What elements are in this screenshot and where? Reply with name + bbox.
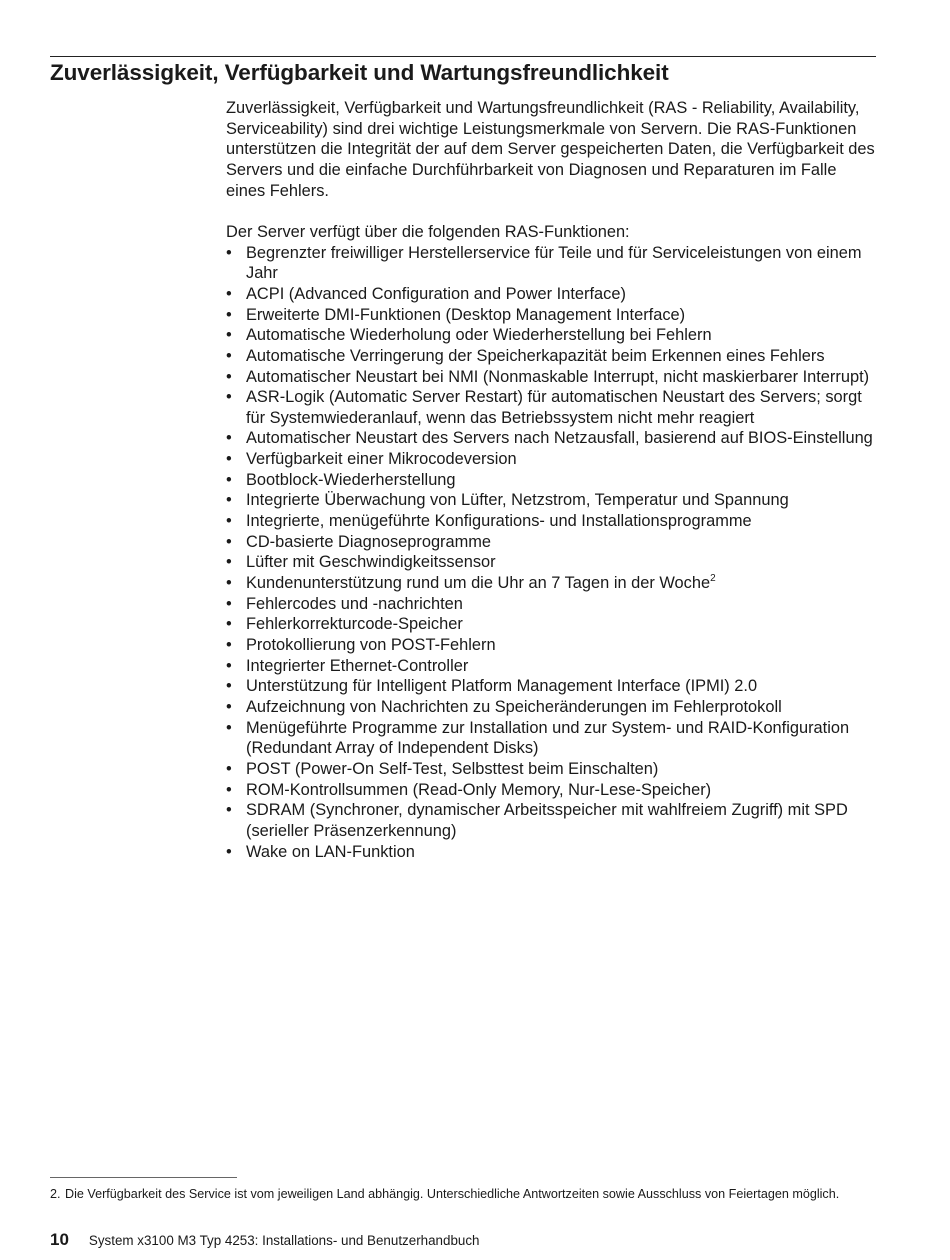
- list-item: [226, 635, 876, 656]
- list-item: [226, 346, 876, 367]
- list-item: [226, 573, 876, 594]
- list-item: [226, 842, 876, 863]
- list-item: [226, 800, 876, 841]
- list-item-text: Verfügbarkeit einer Mikrocodeversion: [246, 450, 517, 469]
- list-item: [226, 367, 876, 388]
- list-item: [226, 305, 876, 326]
- ras-feature-list: [226, 243, 876, 863]
- list-item-text: Aufzeichnung von Nachrichten zu Speicheränderungen im Fehlerprotokoll: [246, 698, 782, 717]
- list-item: [226, 594, 876, 615]
- list-item: [226, 656, 876, 677]
- list-item: [226, 697, 876, 718]
- list-item-text: SDRAM (Synchroner, dynamischer Arbeitsspeicher mit wahlfreiem Zugriff) mit SPD (serieller Präsenzerkennung): [246, 801, 848, 840]
- section-heading: Zuverlässigkeit, Verfügbarkeit und Wartungsfreundlichkeit: [50, 60, 669, 85]
- list-item-text: Kundenunterstützung rund um die Uhr an 7 Tagen in der Woche: [246, 574, 711, 593]
- list-item-text: Bootblock-Wiederherstellung: [246, 470, 456, 489]
- list-item: [226, 449, 876, 470]
- list-item-text: Integrierter Ethernet-Controller: [246, 656, 469, 675]
- list-item-text: Fehlerkorrekturcode-Speicher: [246, 615, 463, 634]
- list-item-text: ASR-Logik (Automatic Server Restart) für automatischen Neustart des Servers; sorgt für Systemwiederanlauf, wenn das Betriebssystem nicht mehr reagiert: [246, 388, 862, 427]
- list-item: [226, 325, 876, 346]
- list-item: [226, 284, 876, 305]
- list-item-text: Erweiterte DMI-Funktionen (Desktop Management Interface): [246, 305, 686, 324]
- list-item-text: Protokollierung von POST-Fehlern: [246, 636, 496, 655]
- list-item: [226, 470, 876, 491]
- footnote-number: 2.: [50, 1187, 61, 1201]
- list-item: [226, 532, 876, 553]
- footnote-separator: [50, 1177, 237, 1178]
- page-number: 10: [50, 1230, 69, 1249]
- list-item-text: Menügeführte Programme zur Installation und zur System- und RAID-Konfiguration (Redundant Array of Independent Disks): [246, 718, 850, 758]
- list-item: [226, 759, 876, 780]
- feature-list-lead: Der Server verfügt über die folgenden RAS-Funktionen:: [226, 222, 630, 241]
- list-item: [226, 428, 876, 449]
- list-item-text: Automatischer Neustart bei NMI (Nonmaskable Interrupt, nicht maskierbarer Interrupt): [246, 367, 870, 386]
- list-item: [226, 387, 876, 428]
- page-footer: [50, 1230, 479, 1250]
- list-item: [226, 614, 876, 635]
- list-item-text: POST (Power-On Self-Test, Selbsttest beim Einschalten): [246, 759, 659, 778]
- list-item-text: ROM-Kontrollsummen (Read-Only Memory, Nur-Lese-Speicher): [246, 780, 712, 799]
- list-item-text: ACPI (Advanced Configuration and Power Interface): [246, 284, 626, 303]
- list-item-text: Automatischer Neustart des Servers nach Netzausfall, basierend auf BIOS-Einstellung: [246, 429, 873, 448]
- list-item-text: Automatische Wiederholung oder Wiederherstellung bei Fehlern: [246, 326, 712, 345]
- list-item-text: Integrierte Überwachung von Lüfter, Netzstrom, Temperatur und Spannung: [246, 491, 789, 510]
- list-item: [226, 243, 876, 284]
- footnote-text: Die Verfügbarkeit des Service ist vom jeweiligen Land abhängig. Unterschiedliche Antwortzeiten sowie Ausschluss von Feiertagen möglich.: [65, 1187, 840, 1201]
- book-title: System x3100 M3 Typ 4253: Installations- und Benutzerhandbuch: [88, 1233, 480, 1248]
- list-item-text: Lüfter mit Geschwindigkeitssensor: [246, 553, 496, 572]
- list-item: [226, 511, 876, 532]
- list-item-text: Unterstützung für Intelligent Platform Management Interface (IPMI) 2.0: [246, 677, 758, 696]
- list-item-text: Fehlercodes und -nachrichten: [246, 594, 463, 613]
- list-item-text: Wake on LAN-Funktion: [246, 842, 415, 861]
- list-item: [226, 718, 876, 759]
- list-item-text: CD-basierte Diagnoseprogramme: [246, 532, 492, 551]
- list-item: [226, 552, 876, 573]
- list-item-text: Begrenzter freiwilliger Herstellerservice für Teile und für Serviceleistungen von einem Jahr: [246, 243, 862, 283]
- intro-paragraph: Zuverlässigkeit, Verfügbarkeit und Wartungsfreundlichkeit (RAS - Reliability, Availability, Serviceability) sind drei wichtige Leistungsmerkmale von Servern. Die RAS-Funktionen unterstützen die Integrität der auf dem Server gespeicherten Daten, die Verfügbarkeit des Servers und die einfache Durchführbarkeit von Diagnosen und Reparaturen im Falle eines Fehlers.: [226, 99, 875, 200]
- list-item: [226, 780, 876, 801]
- list-item: [226, 490, 876, 511]
- list-item-text: Integrierte, menügeführte Konfigurations- und Installationsprogramme: [246, 512, 752, 531]
- section-body: [226, 98, 876, 862]
- list-item-text: Automatische Verringerung der Speicherkapazität beim Erkennen eines Fehlers: [246, 346, 825, 365]
- list-item: [226, 676, 876, 697]
- footnote-reference: 2: [710, 573, 716, 585]
- footnote: [50, 1186, 876, 1203]
- heading-rule: [50, 56, 876, 57]
